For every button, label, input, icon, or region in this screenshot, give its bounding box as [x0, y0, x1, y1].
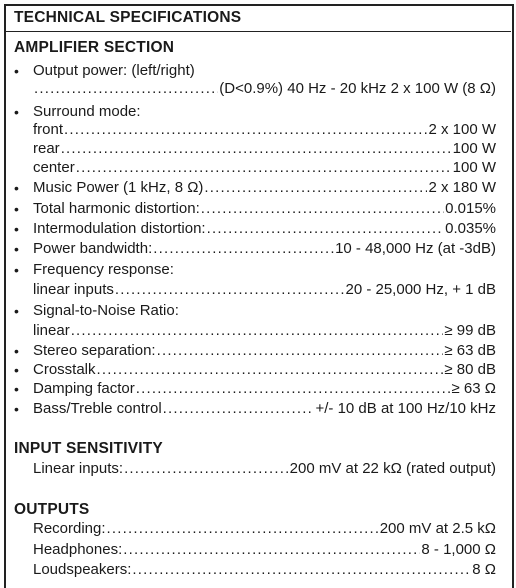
- surround-label: Surround mode:: [33, 103, 141, 120]
- linear-inputs-row: [33, 281, 496, 299]
- linear-value: ≥ 99 dB: [444, 322, 496, 339]
- imd-value: 0.035%: [445, 220, 496, 237]
- rear-value: 100 W: [452, 140, 496, 157]
- thd-label: Total harmonic distortion:: [33, 200, 200, 217]
- bass-value: +/- 10 dB at 100 Hz/10 kHz: [315, 400, 496, 417]
- bandwidth-row: [33, 240, 496, 258]
- output-power-value: (D<0.9%) 40 Hz - 20 kHz 2 x 100 W (8 Ω): [219, 80, 496, 97]
- imd-row: [33, 220, 496, 238]
- leader-dots: [71, 322, 444, 340]
- leader-dots: [153, 240, 334, 258]
- recording-value: 200 mV at 2.5 kΩ: [379, 520, 496, 537]
- headphones-value: 8 - 1,000 Ω: [421, 541, 496, 558]
- bullet: •: [14, 221, 19, 237]
- rear-row: [33, 140, 496, 158]
- headphones-label: Headphones:: [33, 541, 123, 558]
- music-power-label: Music Power (1 kHz, 8 Ω): [33, 179, 204, 196]
- loudspeakers-value: 8 Ω: [472, 561, 496, 578]
- rear-label: rear: [33, 140, 60, 157]
- music-power-row: [33, 179, 496, 197]
- leader-dots: [97, 361, 444, 379]
- damping-row: [33, 380, 496, 398]
- bullet: •: [14, 262, 19, 278]
- leader-dots: [61, 140, 452, 158]
- leader-dots: [107, 520, 379, 538]
- leader-dots: [64, 121, 427, 139]
- headphones-row: [33, 541, 496, 559]
- music-power-value: 2 x 180 W: [428, 179, 496, 196]
- freq-label: Frequency response:: [33, 261, 174, 278]
- linear-inputs-value: 20 - 25,000 Hz, + 1 dB: [345, 281, 496, 298]
- bullet: •: [14, 104, 19, 120]
- leader-dots: [136, 380, 451, 398]
- bandwidth-label: Power bandwidth:: [33, 240, 153, 257]
- output-power-label: Output power: (left/right): [33, 62, 195, 79]
- leader-dots: [34, 80, 218, 98]
- page-title: TECHNICAL SPECIFICATIONS: [14, 9, 242, 26]
- loudspeakers-row: [33, 561, 496, 579]
- bullet: •: [14, 362, 19, 378]
- loudspeakers-label: Loudspeakers:: [33, 561, 132, 578]
- recording-label: Recording:: [33, 520, 106, 537]
- bullet: •: [14, 241, 19, 257]
- center-label: center: [33, 159, 75, 176]
- center-value: 100 W: [452, 159, 496, 176]
- input-linear-row: [33, 460, 496, 478]
- bullet: •: [14, 201, 19, 217]
- leader-dots: [76, 159, 452, 177]
- leader-dots: [163, 400, 315, 418]
- front-row: [33, 121, 496, 139]
- bass-label: Bass/Treble control: [33, 400, 162, 417]
- front-label: front: [33, 121, 64, 138]
- bandwidth-value: 10 - 48,000 Hz (at -3dB): [335, 240, 496, 257]
- stereo-value: ≥ 63 dB: [444, 342, 496, 359]
- thd-value: 0.015%: [445, 200, 496, 217]
- outputs-heading: OUTPUTS: [14, 501, 90, 518]
- leader-dots: [124, 460, 289, 478]
- leader-dots: [207, 220, 445, 238]
- bullet: •: [14, 381, 19, 397]
- crosstalk-value: ≥ 80 dB: [444, 361, 496, 378]
- bass-row: [33, 400, 496, 418]
- leader-dots: [157, 342, 444, 360]
- bullet: •: [14, 180, 19, 196]
- crosstalk-label: Crosstalk: [33, 361, 96, 378]
- title-divider: [5, 31, 511, 32]
- bullet: •: [14, 63, 19, 79]
- linear-row: [33, 322, 496, 340]
- damping-label: Damping factor: [33, 380, 135, 397]
- leader-dots: [204, 179, 427, 197]
- leader-dots: [123, 541, 420, 559]
- output-power-row: [33, 80, 496, 98]
- leader-dots: [132, 561, 471, 579]
- input-heading: INPUT SENSITIVITY: [14, 440, 163, 457]
- crosstalk-row: [33, 361, 496, 379]
- center-row: [33, 159, 496, 177]
- input-linear-label: Linear inputs:: [33, 460, 124, 477]
- input-linear-value: 200 mV at 22 kΩ (rated output): [289, 460, 496, 477]
- snr-label: Signal-to-Noise Ratio:: [33, 302, 179, 319]
- leader-dots: [115, 281, 345, 299]
- stereo-row: [33, 342, 496, 360]
- thd-row: [33, 200, 496, 218]
- linear-label: linear: [33, 322, 70, 339]
- stereo-label: Stereo separation:: [33, 342, 156, 359]
- linear-inputs-label: linear inputs: [33, 281, 114, 298]
- front-value: 2 x 100 W: [428, 121, 496, 138]
- imd-label: Intermodulation distortion:: [33, 220, 206, 237]
- bullet: •: [14, 343, 19, 359]
- damping-value: ≥ 63 Ω: [451, 380, 496, 397]
- recording-row: [33, 520, 496, 538]
- bullet: •: [14, 303, 19, 319]
- leader-dots: [201, 200, 444, 218]
- bullet: •: [14, 401, 19, 417]
- amplifier-heading: AMPLIFIER SECTION: [14, 39, 175, 56]
